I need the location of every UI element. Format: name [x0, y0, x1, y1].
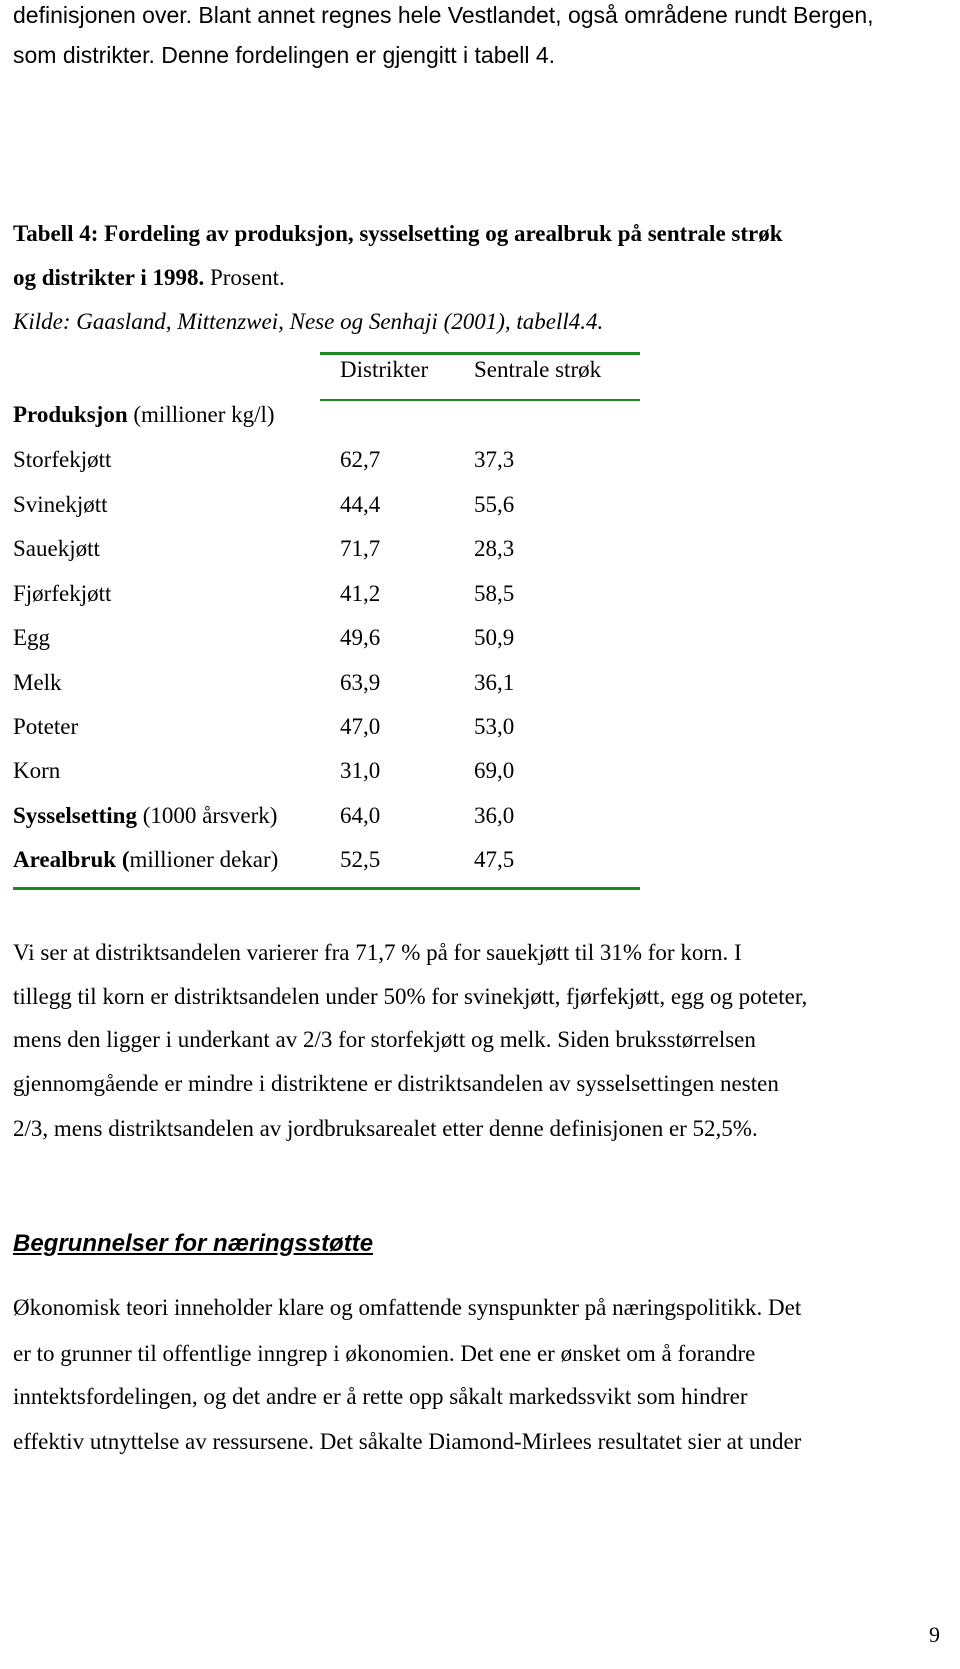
sysselsetting-rest: (1000 årsverk) [136, 803, 278, 828]
section-produksjon-bold: Produksjon [13, 402, 128, 427]
header-sentrale-strok: Sentrale strøk [474, 357, 602, 382]
table-source: Kilde: Gaasland, Mittenzwei, Nese og Senhaji (2001), tabell4.4. [13, 309, 604, 334]
page-number: 9 [929, 1622, 940, 1647]
caption-title-text: Tabell 4: Fordeling av produksjon, sysselsetting og arealbruk på sentrale strøk [13, 221, 783, 246]
arealbruk-bold: Arealbruk ( [13, 847, 130, 872]
row-label: Egg [13, 625, 51, 650]
table-bottom-rule [13, 887, 640, 890]
row-distrikter: 71,7 [340, 536, 381, 561]
row-label: Melk [13, 670, 62, 695]
row-distrikter: 47,0 [340, 714, 381, 739]
row-sentrale: 36,0 [474, 803, 515, 828]
row-label: Korn [13, 758, 61, 783]
row-sentrale: 58,5 [474, 581, 515, 606]
row-distrikter: 63,9 [340, 670, 381, 695]
table-header-rule [320, 399, 640, 401]
row-sentrale: 55,6 [474, 492, 515, 517]
row-distrikter: 31,0 [340, 758, 381, 783]
row-sentrale: 36,1 [474, 670, 515, 695]
row-sentrale: 28,3 [474, 536, 515, 561]
row-sentrale: 50,9 [474, 625, 515, 650]
row-distrikter: 64,0 [340, 803, 381, 828]
paragraph-2-line-2: er to grunner til offentlige inngrep i økonomien. Det ene er ønsket om å forandre [13, 1341, 756, 1366]
table-caption-title [13, 219, 783, 249]
paragraph-1-line-4: gjennomgående er mindre i distriktene er distriktsandelen av sysselsettingen nesten [13, 1071, 779, 1096]
row-label [13, 801, 277, 831]
header-distrikter: Distrikter [340, 357, 429, 382]
row-label: Svinekjøtt [13, 492, 108, 517]
intro-line-2: som distrikter. Denne fordelingen er gjengitt i tabell 4. [13, 42, 556, 68]
arealbruk-rest: millioner dekar) [129, 847, 279, 872]
row-label: Storfekjøtt [13, 447, 112, 472]
row-sentrale: 37,3 [474, 447, 515, 472]
row-distrikter: 44,4 [340, 492, 381, 517]
section-produksjon-rest: (millioner kg/l) [127, 402, 275, 427]
row-distrikter: 41,2 [340, 581, 381, 606]
row-label: Sauekjøtt [13, 536, 100, 561]
row-label: Poteter [13, 714, 79, 739]
section-heading: Begrunnelser for næringsstøtte [13, 1230, 374, 1257]
caption-title-line2-rest: Prosent. [204, 265, 285, 290]
row-sentrale: 47,5 [474, 847, 515, 872]
row-sentrale: 53,0 [474, 714, 515, 739]
paragraph-1-line-5: 2/3, mens distriktsandelen av jordbruksarealet etter denne definisjonen er 52,5%. [13, 1116, 758, 1141]
intro-line-1: definisjonen over. Blant annet regnes hele Vestlandet, også områdene rundt Bergen, [13, 2, 874, 28]
paragraph-2-line-3: inntektsfordelingen, og det andre er å rette opp såkalt markedssvikt som hindrer [13, 1384, 748, 1409]
table-caption-title-line2 [13, 263, 285, 293]
paragraph-1-line-1: Vi ser at distriktsandelen varierer fra 71,7 % på for sauekjøtt til 31% for korn. I [13, 940, 742, 965]
row-distrikter: 62,7 [340, 447, 381, 472]
paragraph-2-line-1: Økonomisk teori inneholder klare og omfattende synspunkter på næringspolitikk. Det [13, 1295, 802, 1320]
paragraph-1-line-3: mens den ligger i underkant av 2/3 for storfekjøtt og melk. Siden bruksstørrelsen [13, 1027, 756, 1052]
row-label [13, 845, 278, 875]
section-produksjon [13, 400, 275, 430]
sysselsetting-bold: Sysselsetting [13, 803, 137, 828]
row-distrikter: 52,5 [340, 847, 381, 872]
paragraph-2-line-4: effektiv utnyttelse av ressursene. Det såkalte Diamond-Mirlees resultatet sier at under [13, 1429, 802, 1454]
paragraph-1-line-2: tillegg til korn er distriktsandelen under 50% for svinekjøtt, fjørfekjøtt, egg og poteter, [13, 984, 808, 1009]
row-distrikter: 49,6 [340, 625, 381, 650]
row-sentrale: 69,0 [474, 758, 515, 783]
row-label: Fjørfekjøtt [13, 581, 112, 606]
caption-title-line2-bold: og distrikter i 1998. [13, 265, 205, 290]
